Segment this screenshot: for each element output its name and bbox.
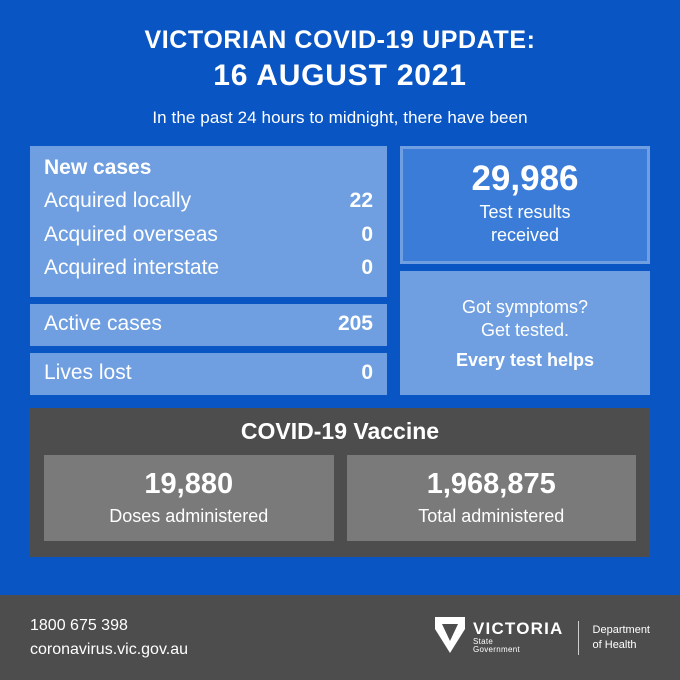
lives-lost-panel — [30, 353, 387, 395]
vaccine-panel — [30, 408, 650, 557]
new-cases-panel — [30, 146, 387, 297]
vaccine-doses-number: 19,880 — [144, 468, 234, 501]
header-subtitle: In the past 24 hours to midnight, there have been — [152, 108, 528, 128]
footer-website[interactable]: coronavirus.vic.gov.au — [30, 640, 188, 658]
test-results-caption-line-1: Test results — [479, 201, 571, 222]
vaccine-boxes — [44, 455, 636, 541]
new-cases-label-interstate: Acquired interstate — [44, 256, 220, 280]
vaccine-box-doses-administered — [44, 455, 334, 541]
footer-phone: 1800 675 398 — [30, 616, 128, 634]
test-results-caption-line-2: received — [490, 225, 560, 246]
symptoms-line-2: Get tested. — [480, 320, 570, 341]
test-results-number: 29,986 — [471, 159, 579, 199]
vaccine-total-caption: Total administered — [418, 505, 565, 526]
new-cases-value-interstate: 0 — [361, 256, 373, 280]
footer — [0, 595, 680, 680]
footer-contact — [30, 614, 188, 662]
active-cases-label: Active cases — [44, 312, 162, 336]
symptoms-emphasis: Every test helps — [455, 349, 595, 370]
logo-state-text: State — [472, 637, 494, 647]
lives-lost-value: 0 — [361, 361, 373, 385]
logo-government-text: Government — [472, 645, 521, 655]
new-cases-value-locally: 22 — [349, 189, 373, 213]
new-cases-row-overseas — [44, 218, 373, 252]
stats-right-column — [400, 146, 650, 395]
stats-left-column — [30, 146, 387, 395]
victoria-chevron-icon — [433, 615, 467, 660]
header — [0, 0, 680, 128]
vaccine-doses-caption: Doses administered — [109, 505, 269, 526]
victoria-government-logo — [433, 615, 650, 660]
department-text — [593, 623, 650, 653]
vaccine-title: COVID-19 Vaccine — [240, 418, 440, 445]
active-cases-panel — [30, 304, 387, 346]
new-cases-value-overseas: 0 — [361, 222, 373, 246]
new-cases-row-locally — [44, 184, 373, 218]
symptoms-message-panel — [400, 271, 650, 395]
lives-lost-label: Lives lost — [44, 361, 132, 385]
logo-divider — [578, 621, 579, 655]
new-cases-heading: New cases — [44, 156, 152, 180]
vaccine-box-total-administered — [347, 455, 637, 541]
department-line-2: of Health — [592, 638, 637, 651]
new-cases-row-interstate — [44, 251, 373, 285]
logo-mark — [433, 615, 564, 660]
logo-text-block — [473, 620, 564, 655]
new-cases-label-overseas: Acquired overseas — [44, 222, 218, 246]
symptoms-line-1: Got symptoms? — [461, 296, 589, 317]
logo-victoria-text: VICTORIA — [472, 619, 564, 639]
vaccine-total-number: 1,968,875 — [426, 468, 556, 501]
page-title-line-1: VICTORIAN COVID-19 UPDATE: — [144, 26, 536, 54]
test-results-panel — [400, 146, 650, 264]
stats-area — [0, 146, 680, 395]
page-title-line-2: 16 AUGUST 2021 — [213, 58, 467, 92]
new-cases-label-locally: Acquired locally — [44, 189, 192, 213]
active-cases-value: 205 — [337, 312, 373, 336]
department-line-1: Department — [592, 623, 650, 636]
